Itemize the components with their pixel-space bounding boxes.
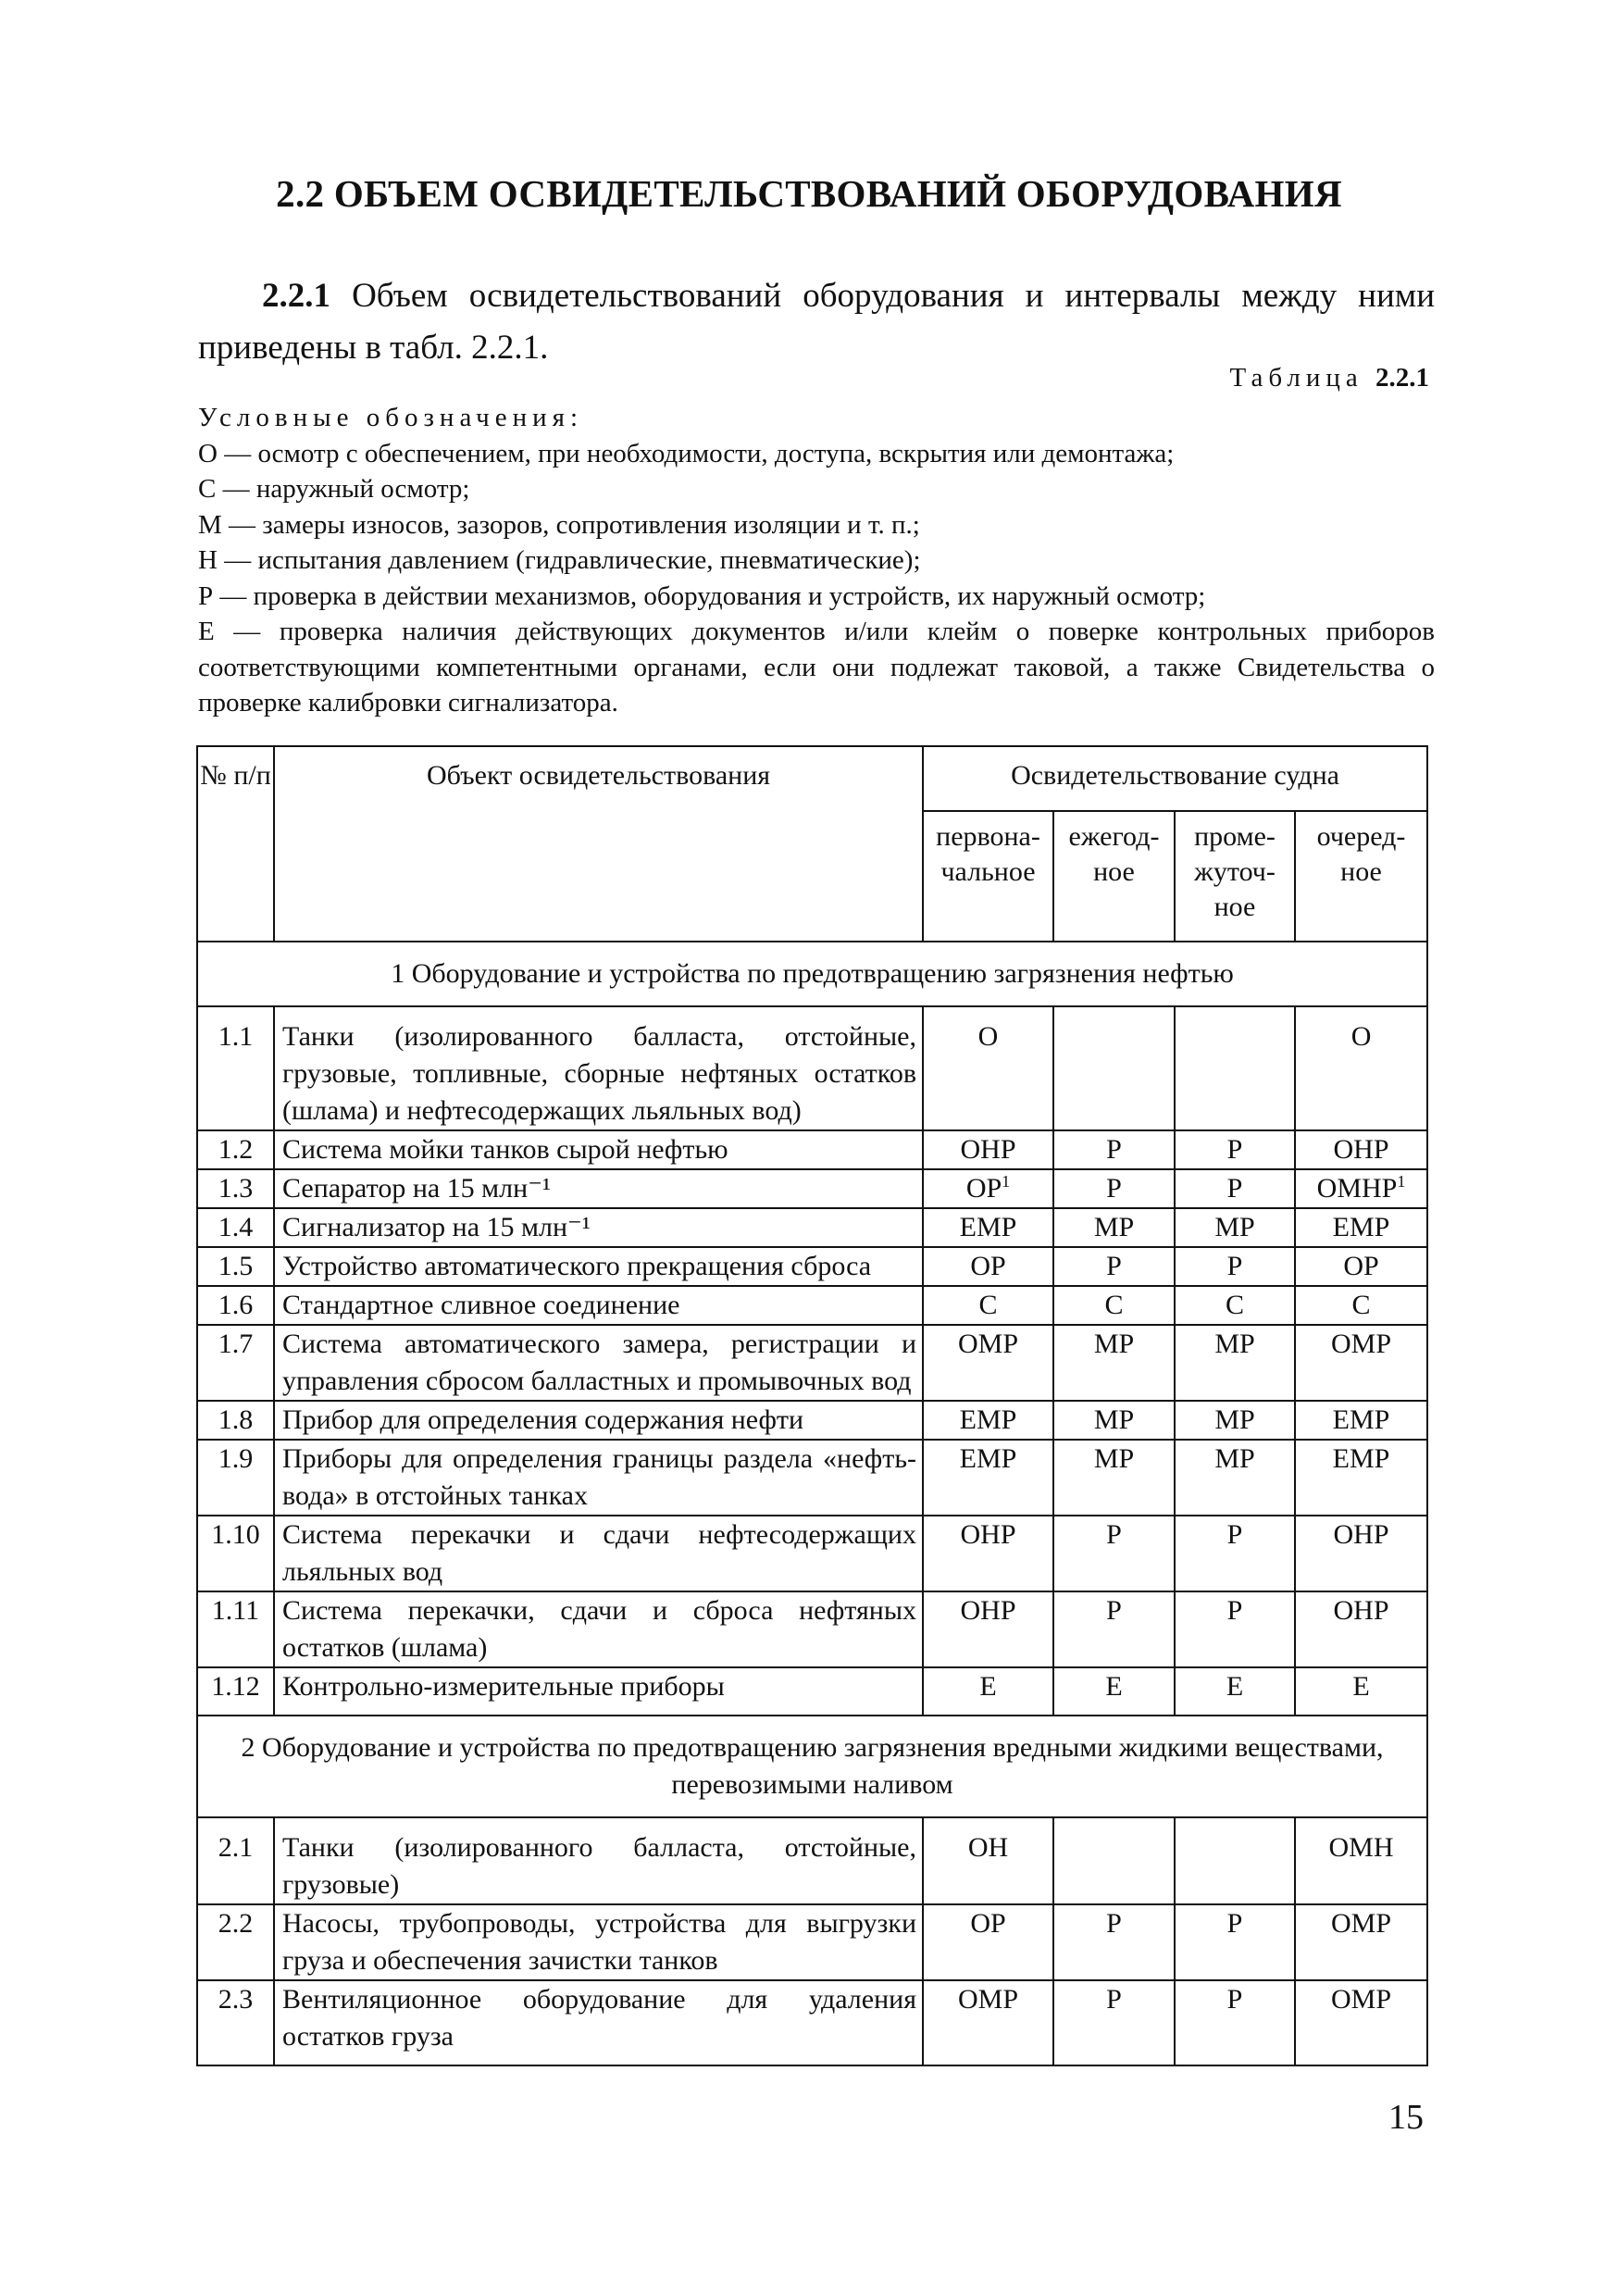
cell-number: 1.10	[197, 1516, 274, 1591]
cell-value: Е	[979, 1671, 997, 1702]
cell-value: Р	[1226, 1595, 1243, 1626]
table-row	[197, 1591, 1427, 1667]
cell-value: Р	[1106, 1595, 1122, 1626]
table-row	[197, 1904, 1427, 1980]
table-row	[197, 1401, 1427, 1440]
cell-value: ОНР	[960, 1134, 1016, 1165]
table-row	[197, 1980, 1427, 2065]
cell-renewal	[1295, 1440, 1427, 1516]
cell-object: Контрольно-измерительные приборы	[274, 1667, 923, 1716]
cell-number: 2.3	[197, 1980, 274, 2065]
cell-annual	[1053, 1247, 1175, 1286]
table-row	[197, 1286, 1427, 1325]
cell-intermediate	[1175, 1591, 1295, 1667]
cell-intermediate	[1175, 1130, 1295, 1169]
page-title: 2.2 ОБЪЕМ ОСВИДЕТЕЛЬСТВОВАНИЙ ОБОРУДОВАНИЯ	[276, 172, 1342, 215]
cell-value: ОР	[970, 1251, 1006, 1281]
cell-annual	[1053, 1904, 1175, 1980]
cell-annual	[1053, 1325, 1175, 1401]
cell-value: С	[978, 1290, 998, 1320]
cell-object: Сигнализатор на 15 млн⁻¹	[274, 1208, 923, 1247]
cell-value: Р	[1226, 1134, 1243, 1165]
cell-initial	[923, 1980, 1053, 2065]
cell-object: Прибор для определения содержания нефти	[274, 1401, 923, 1440]
legend-item: Н — испытания давлением (гидравлические, пневматические);	[198, 545, 921, 575]
cell-value: О	[977, 1021, 999, 1052]
cell-value: ОМР	[1331, 1984, 1392, 2015]
column-header-intermediate: проме-жуточ-ное	[1175, 811, 1295, 942]
cell-initial	[923, 1667, 1053, 1716]
cell-intermediate	[1175, 1817, 1295, 1904]
legend	[198, 400, 1435, 721]
cell-intermediate	[1175, 1208, 1295, 1247]
cell-value: Р	[1106, 1519, 1122, 1550]
cell-value: МР	[1214, 1404, 1255, 1435]
cell-renewal	[1295, 1904, 1427, 1980]
cell-object: Система мойки танков сырой нефтью	[274, 1130, 923, 1169]
cell-renewal	[1295, 1516, 1427, 1591]
cell-object: Танки (изолированного балласта, отстойные, грузовые, топливные, сборные нефтяных остатков (шлама) и нефтесодержащих льяльных вод)	[274, 1006, 923, 1130]
cell-value: Е	[1105, 1671, 1123, 1702]
cell-initial	[923, 1130, 1053, 1169]
cell-number: 1.12	[197, 1667, 274, 1716]
cell-annual	[1053, 1006, 1175, 1130]
column-header-object: Объект освидетельствования	[274, 746, 923, 942]
table-row	[197, 1247, 1427, 1286]
cell-renewal	[1295, 1006, 1427, 1130]
legend-item: О — осмотр с обеспечением, при необходимости, доступа, вскрытия или демонтажа;	[198, 438, 1175, 468]
cell-intermediate	[1175, 1169, 1295, 1208]
cell-annual	[1053, 1440, 1175, 1516]
cell-intermediate	[1175, 1247, 1295, 1286]
cell-renewal	[1295, 1980, 1427, 2065]
cell-value: МР	[1093, 1404, 1135, 1435]
cell-value: С	[1225, 1290, 1244, 1320]
cell-renewal	[1295, 1208, 1427, 1247]
cell-number: 1.2	[197, 1130, 274, 1169]
column-header-annual: ежегод-ное	[1053, 811, 1175, 942]
cell-value: Р	[1226, 1251, 1243, 1281]
cell-value: ОР	[970, 1908, 1006, 1939]
column-header-initial: первона-чальное	[923, 811, 1053, 942]
cell-value: Р	[1106, 1908, 1122, 1939]
column-header-survey: Освидетельствование судна	[923, 746, 1427, 811]
cell-number: 1.7	[197, 1325, 274, 1401]
table-row	[197, 1667, 1427, 1716]
column-header-renewal: очеред-ное	[1295, 811, 1427, 942]
legend-item: С — наружный осмотр;	[198, 474, 470, 504]
cell-value: ОНР	[1333, 1519, 1389, 1550]
cell-intermediate	[1175, 1286, 1295, 1325]
cell-initial	[923, 1401, 1053, 1440]
cell-object: Система перекачки, сдачи и сброса нефтяных остатков (шлама)	[274, 1591, 923, 1667]
table-row	[197, 1817, 1427, 1904]
cell-value: Р	[1106, 1173, 1122, 1204]
cell-annual	[1053, 1130, 1175, 1169]
cell-value: ОНР	[960, 1595, 1016, 1626]
cell-value: ОНР	[1333, 1134, 1389, 1165]
cell-intermediate	[1175, 1667, 1295, 1716]
page-number: 15	[1388, 2098, 1424, 2137]
cell-value: МР	[1093, 1329, 1135, 1359]
cell-value: Е	[1352, 1671, 1370, 1702]
cell-renewal	[1295, 1401, 1427, 1440]
intro-text: Объем освидетельствований оборудования и интервалы между ними приведены в табл. 2.2.1.	[198, 277, 1435, 367]
section-title: 1 Оборудование и устройства по предотвращению загрязнения нефтью	[197, 942, 1427, 1006]
cell-number: 1.8	[197, 1401, 274, 1440]
section-row	[197, 1716, 1427, 1817]
cell-value: МР	[1214, 1212, 1255, 1242]
cell-value: ЕМР	[1332, 1443, 1390, 1474]
legend-item: Е — проверка наличия действующих документов и/или клейм о поверке контрольных приборов соответствующими компетентными органами, если они подлежат таковой, а также Свидетельства о проверке калибровки сигнализатора.	[198, 617, 1435, 718]
cell-number: 1.5	[197, 1247, 274, 1286]
cell-renewal	[1295, 1286, 1427, 1325]
cell-renewal	[1295, 1169, 1427, 1208]
cell-value: ОМР	[957, 1984, 1019, 2015]
cell-initial	[923, 1516, 1053, 1591]
cell-object: Танки (изолированного балласта, отстойные, грузовые)	[274, 1817, 923, 1904]
cell-initial	[923, 1208, 1053, 1247]
section-row	[197, 942, 1427, 1006]
cell-initial	[923, 1817, 1053, 1904]
cell-annual	[1053, 1516, 1175, 1591]
cell-value: ОР	[965, 1173, 1002, 1204]
cell-number: 1.11	[197, 1591, 274, 1667]
cell-value: ЕМР	[959, 1443, 1017, 1474]
cell-value: ОМР	[1331, 1908, 1392, 1939]
cell-object: Насосы, трубопроводы, устройства для выгрузки груза и обеспечения зачистки танков	[274, 1904, 923, 1980]
cell-initial	[923, 1591, 1053, 1667]
cell-object: Приборы для определения границы раздела «нефть-вода» в отстойных танках	[274, 1440, 923, 1516]
cell-intermediate	[1175, 1006, 1295, 1130]
cell-value: ЕМР	[959, 1404, 1017, 1435]
cell-value: ОН	[967, 1832, 1009, 1863]
cell-intermediate	[1175, 1325, 1295, 1401]
legend-item: Р — проверка в действии механизмов, оборудования и устройств, их наружный осмотр;	[198, 580, 1206, 611]
cell-value: МР	[1093, 1443, 1135, 1474]
cell-renewal	[1295, 1817, 1427, 1904]
cell-annual	[1053, 1208, 1175, 1247]
cell-renewal	[1295, 1247, 1427, 1286]
cell-value: ОМР	[1331, 1329, 1392, 1359]
table-row	[197, 1208, 1427, 1247]
cell-value: МР	[1214, 1443, 1255, 1474]
cell-initial	[923, 1286, 1053, 1325]
cell-number: 1.1	[197, 1006, 274, 1130]
cell-object: Устройство автоматического прекращения сброса	[274, 1247, 923, 1286]
cell-initial	[923, 1006, 1053, 1130]
cell-value: Р	[1226, 1173, 1243, 1204]
intro-paragraph	[198, 270, 1435, 374]
cell-value: ЕМР	[1332, 1212, 1390, 1242]
cell-annual	[1053, 1980, 1175, 2065]
cell-number: 2.2	[197, 1904, 274, 1980]
cell-value: ЕМР	[959, 1212, 1017, 1242]
cell-value: ОМНР	[1316, 1173, 1398, 1204]
column-header-number: № п/п	[197, 746, 274, 942]
cell-value: Е	[1226, 1671, 1244, 1702]
cell-value: ОМР	[957, 1329, 1019, 1359]
survey-table	[196, 745, 1428, 2066]
footnote-marker: 1	[1002, 1172, 1011, 1191]
cell-object: Вентиляционное оборудование для удаления остатков груза	[274, 1980, 923, 2065]
legend-item: М — замеры износов, зазоров, сопротивления изоляции и т. п.;	[198, 509, 920, 540]
cell-value: ОНР	[1333, 1595, 1389, 1626]
table-row	[197, 1440, 1427, 1516]
cell-value: Р	[1226, 1984, 1243, 2015]
cell-renewal	[1295, 1130, 1427, 1169]
cell-renewal	[1295, 1325, 1427, 1401]
cell-annual	[1053, 1286, 1175, 1325]
table-row	[197, 1006, 1427, 1130]
table-row	[197, 1169, 1427, 1208]
cell-initial	[923, 1904, 1053, 1980]
cell-object: Система автоматического замера, регистрации и управления сбросом балластных и промывочных вод	[274, 1325, 923, 1401]
cell-initial	[923, 1169, 1053, 1208]
cell-value: ОМН	[1328, 1832, 1394, 1863]
cell-value: С	[1104, 1290, 1124, 1320]
cell-value: ОР	[1343, 1251, 1379, 1281]
cell-number: 1.6	[197, 1286, 274, 1325]
cell-value: МР	[1214, 1329, 1255, 1359]
cell-intermediate	[1175, 1980, 1295, 2065]
cell-value: О	[1350, 1021, 1372, 1052]
cell-number: 1.4	[197, 1208, 274, 1247]
cell-annual	[1053, 1169, 1175, 1208]
cell-annual	[1053, 1591, 1175, 1667]
cell-intermediate	[1175, 1440, 1295, 1516]
cell-value: Р	[1106, 1134, 1122, 1165]
table-caption-label: Таблица	[1229, 363, 1363, 393]
cell-annual	[1053, 1667, 1175, 1716]
cell-intermediate	[1175, 1401, 1295, 1440]
cell-number: 2.1	[197, 1817, 274, 1904]
table-row	[197, 1130, 1427, 1169]
table-caption	[1229, 363, 1429, 393]
cell-value: Р	[1226, 1519, 1243, 1550]
cell-value: Р	[1226, 1908, 1243, 1939]
cell-annual	[1053, 1401, 1175, 1440]
intro-number: 2.2.1	[262, 277, 330, 315]
table-row	[197, 1325, 1427, 1401]
cell-value: Р	[1106, 1984, 1122, 2015]
cell-object: Сепаратор на 15 млн⁻¹	[274, 1169, 923, 1208]
table-caption-number: 2.2.1	[1375, 363, 1429, 393]
cell-renewal	[1295, 1591, 1427, 1667]
cell-value: С	[1351, 1290, 1371, 1320]
cell-number: 1.3	[197, 1169, 274, 1208]
cell-value: МР	[1093, 1212, 1135, 1242]
section-title: 2 Оборудование и устройства по предотвращению загрязнения вредными жидкими веществами, перевозимыми наливом	[197, 1716, 1427, 1817]
cell-initial	[923, 1325, 1053, 1401]
cell-initial	[923, 1247, 1053, 1286]
cell-number: 1.9	[197, 1440, 274, 1516]
cell-value: ОНР	[960, 1519, 1016, 1550]
table-body	[197, 942, 1427, 2065]
cell-object: Система перекачки и сдачи нефтесодержащих льяльных вод	[274, 1516, 923, 1591]
table-row	[197, 1516, 1427, 1591]
cell-value: ЕМР	[1332, 1404, 1390, 1435]
cell-intermediate	[1175, 1904, 1295, 1980]
cell-initial	[923, 1440, 1053, 1516]
cell-object: Стандартное сливное соединение	[274, 1286, 923, 1325]
footnote-marker: 1	[1397, 1172, 1406, 1191]
cell-value: Р	[1106, 1251, 1122, 1281]
cell-intermediate	[1175, 1516, 1295, 1591]
legend-heading: Условные обозначения:	[198, 403, 584, 432]
cell-annual	[1053, 1817, 1175, 1904]
cell-renewal	[1295, 1667, 1427, 1716]
